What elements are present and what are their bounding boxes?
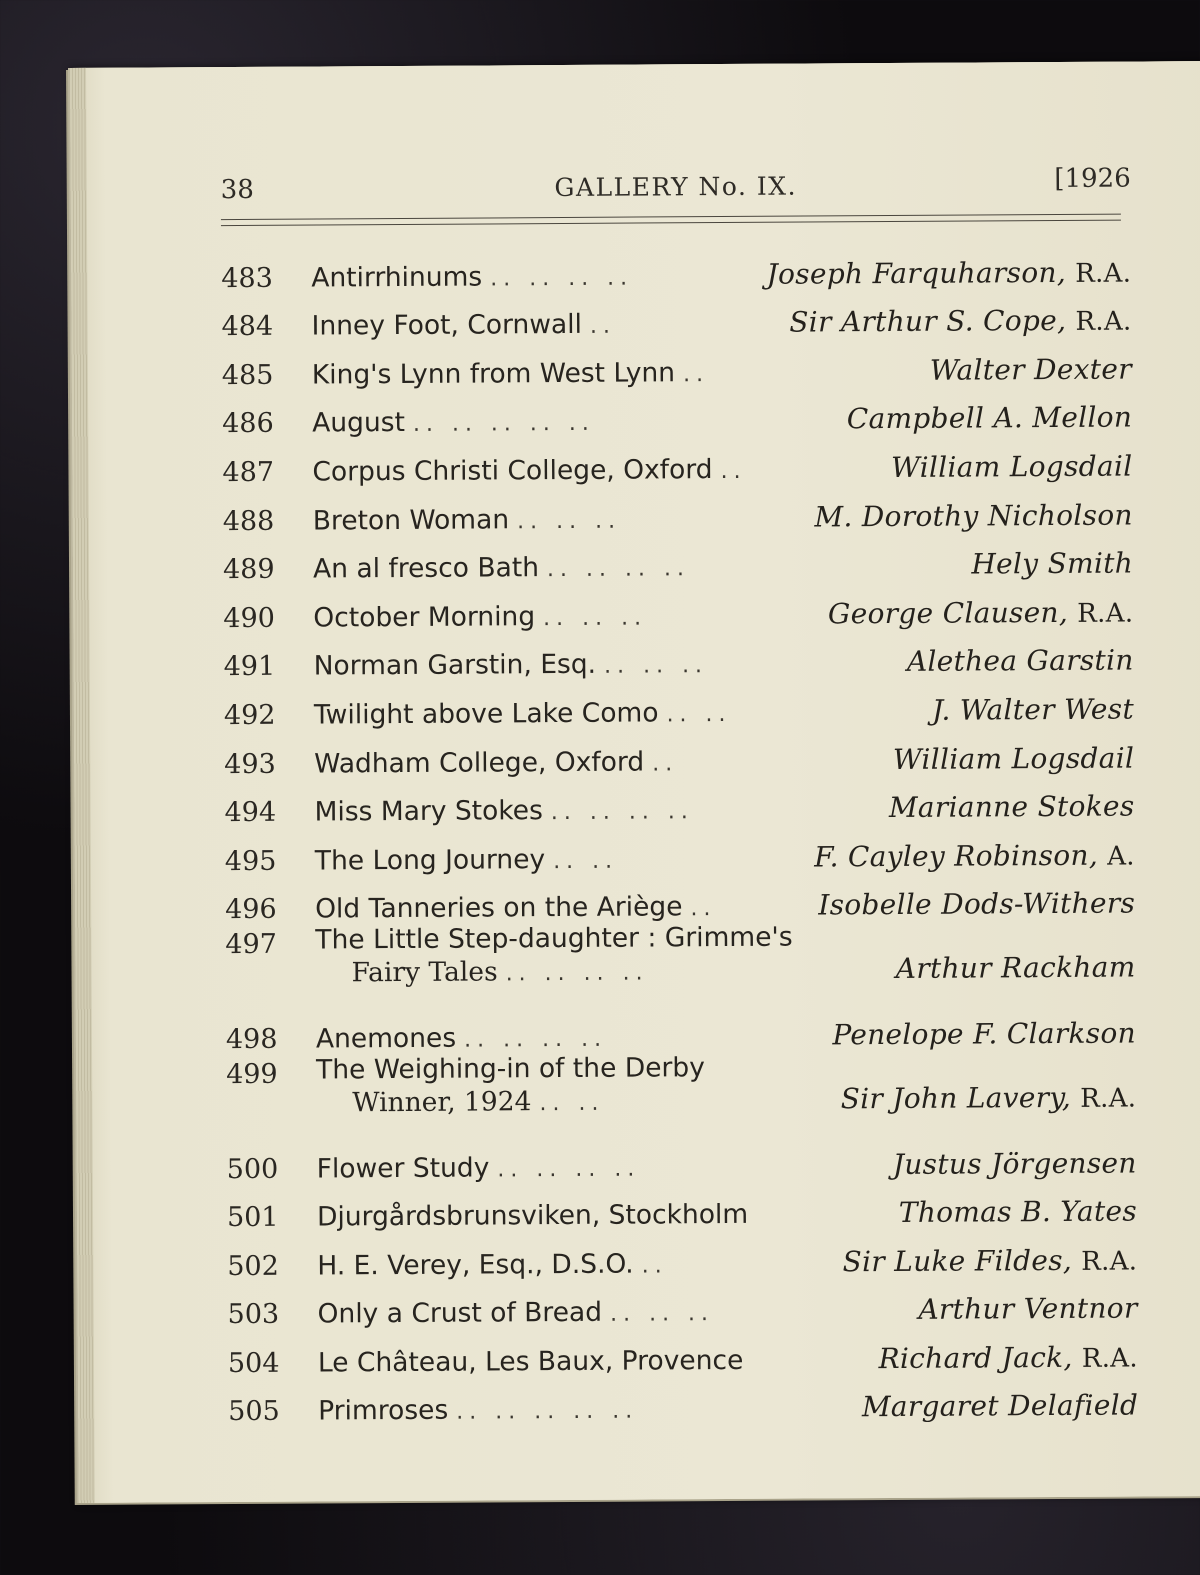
entry-artist: Joseph Farquharson, R.A. [766,255,1132,291]
entry-number: 485 [221,359,274,391]
leader-dots: .. [720,458,747,485]
entry-number: 504 [227,1347,280,1379]
catalogue-entry-483 [221,240,1131,294]
entry-title-line1: The Little Step-daughter : Grimme's [315,921,793,956]
entry-artist: Sir Luke Fildes, R.A. [842,1243,1138,1278]
entry-artist: Justus Jörgensen [892,1146,1137,1181]
entry-number: 494 [224,796,277,829]
leader-dots: .. [682,361,710,388]
entry-title: Primroses [318,1395,449,1427]
page-edge [70,68,95,1503]
catalogue-entry-491 [223,628,1133,682]
catalogue-entry-500 [227,1130,1137,1184]
entry-title: King's Lynn from West Lynn [311,357,676,391]
entry-artist: Thomas B. Yates [898,1194,1138,1230]
catalogue-entry-494 [224,774,1134,828]
entry-number: 489 [222,553,275,586]
entry-title-line2: Fairy Tales [351,956,498,989]
catalogue-entry-501 [227,1179,1137,1233]
entry-artist: Penelope F. Clarkson [832,1016,1137,1052]
entry-title: Only a Crust of Bread [317,1297,603,1330]
entry-number: 491 [223,651,276,683]
entry-title: Twilight above Lake Como [313,697,659,731]
entry-title: August [312,407,406,439]
entry-number: 499 [226,1058,278,1090]
entry-number: 488 [222,505,275,537]
entry-title: Inney Foot, Cornwall [311,309,583,342]
entry-artist: William Logsdail [892,741,1135,776]
artist-suffix: R.A. [1077,598,1134,629]
entry-artist: Sir John Lavery, R.A. [840,1080,1137,1116]
entry-artist: Campbell A. Mellon [846,400,1133,436]
entry-artist: George Clausen, R.A. [827,595,1134,631]
catalogue-list [221,240,1138,1428]
leader-dots: .. .. .. .. [505,960,649,987]
entry-artist: Arthur Rackham [895,950,1136,986]
entry-title: Wadham College, Oxford [314,746,645,780]
leader-dots: .. .. .. [603,653,709,680]
entry-title: Le Château, Les Baux, Provence [317,1344,744,1379]
entry-number: 492 [223,699,276,732]
entry-title: H. E. Verey, Esq., D.S.O. [317,1248,634,1282]
leader-dots: .. .. [666,701,732,728]
entry-artist: J. Walter West [931,692,1135,727]
artist-suffix: R.A. [1081,1246,1138,1277]
entry-number: 495 [224,845,277,877]
catalogue-page [70,61,1200,1503]
catalogue-entry-502 [227,1228,1137,1282]
entry-title: Old Tanneries on the Ariège [315,891,683,925]
header-rule [221,214,1121,226]
catalogue-entry-492 [224,677,1134,731]
entry-artist: Margaret Delafield [861,1388,1139,1424]
entry-title: Breton Woman [312,503,510,537]
catalogue-entry-497 [225,920,1135,1007]
entry-artist: M. Dorothy Nicholson [814,498,1133,534]
entry-number: 486 [222,408,274,440]
entry-artist: F. Cayley Robinson, A. [814,838,1135,874]
entry-title-line1: The Weighing-in of the Derby [316,1052,705,1086]
catalogue-entry-496 [225,871,1135,925]
artist-suffix: R.A. [1080,1083,1137,1114]
entry-title: Miss Mary Stokes [314,795,543,828]
entry-number: 497 [225,929,278,961]
artist-suffix: R.A. [1081,1343,1138,1374]
entry-number: 502 [227,1250,279,1282]
entry-title: Flower Study [316,1151,490,1185]
entry-number: 500 [226,1153,279,1185]
catalogue-entry-485 [222,337,1132,391]
catalogue-entry-484 [221,288,1131,342]
entry-artist: Walter Dexter [929,352,1132,387]
catalogue-entry-490 [223,580,1133,634]
leader-dots: .. .. .. .. [490,265,634,292]
page-header [220,163,1131,216]
leader-dots: .. .. .. .. .. [412,411,595,438]
entry-number: 501 [226,1201,279,1234]
leader-dots: .. .. [553,848,619,874]
entry-artist: Isobelle Dods-Withers [818,886,1136,922]
catalogue-entry-498 [226,1001,1136,1055]
gallery-title: GALLERY No. IX. [554,171,798,203]
entry-title: Anemones [315,1022,457,1055]
year-marker: [1926 [1054,163,1131,194]
catalogue-entry-489 [223,531,1133,585]
entry-number: 505 [228,1396,280,1428]
catalogue-entry-503 [227,1276,1137,1330]
entry-artist: Hely Smith [971,546,1134,581]
entry-title: Antirrhinums [311,261,483,294]
entry-title-line2: Winner, 1924 [352,1086,532,1119]
entry-number: 503 [227,1299,280,1331]
leader-dots: .. .. .. .. [497,1156,641,1182]
catalogue-entry-504 [228,1325,1138,1379]
entry-artist: Alethea Garstin [906,643,1134,679]
entry-number: 493 [224,748,276,780]
leader-dots: .. .. [539,1090,605,1117]
entry-title: Corpus Christi College, Oxford [312,454,713,488]
entry-number: 490 [223,602,276,634]
leader-dots: .. .. .. .. .. [456,1399,639,1426]
leader-dots: .. .. .. .. [464,1026,608,1053]
catalogue-entry-486 [222,385,1132,439]
entry-number: 487 [222,456,275,489]
leader-dots [743,1368,878,1369]
entry-artist: Richard Jack, R.A. [878,1340,1138,1375]
page-number: 38 [220,174,254,206]
entry-artist: Sir Arthur S. Cope, R.A. [789,304,1132,339]
entry-artist: Arthur Ventnor [918,1291,1138,1327]
artist-suffix: R.A. [1075,306,1132,338]
leader-dots [748,1222,899,1223]
leader-dots: .. [652,750,679,776]
artist-suffix: A. [1107,841,1135,872]
entry-number: 483 [221,262,273,294]
leader-dots: .. .. .. [517,508,622,534]
leader-dots: .. [690,896,717,922]
leader-dots: .. [589,313,617,340]
leader-dots: .. [641,1253,668,1279]
entry-number: 498 [225,1023,278,1055]
leader-dots: .. .. .. .. [550,799,694,826]
catalogue-entry-488 [223,482,1133,536]
leader-dots: .. .. .. .. [546,556,691,583]
catalogue-entry-505 [228,1373,1138,1427]
catalogue-entry-493 [224,725,1134,779]
leader-dots: .. .. .. [543,605,648,631]
entry-title: October Morning [313,600,536,634]
entry-artist: William Logsdail [891,449,1133,484]
catalogue-entry-499 [226,1049,1136,1136]
entry-artist: Marianne Stokes [888,789,1135,825]
catalogue-entry-495 [225,823,1135,877]
entry-title: An al fresco Bath [312,552,540,585]
entry-title: Djurgårdsbrunsviken, Stockholm [316,1198,749,1233]
entry-title: Norman Garstin, Esq. [313,649,597,682]
leader-dots: .. .. .. [609,1301,715,1328]
artist-suffix: R.A. [1075,258,1132,289]
entry-title: The Long Journey [314,843,546,877]
entry-number: 484 [221,310,274,343]
entry-number: 496 [225,894,277,926]
catalogue-entry-487 [222,434,1132,488]
